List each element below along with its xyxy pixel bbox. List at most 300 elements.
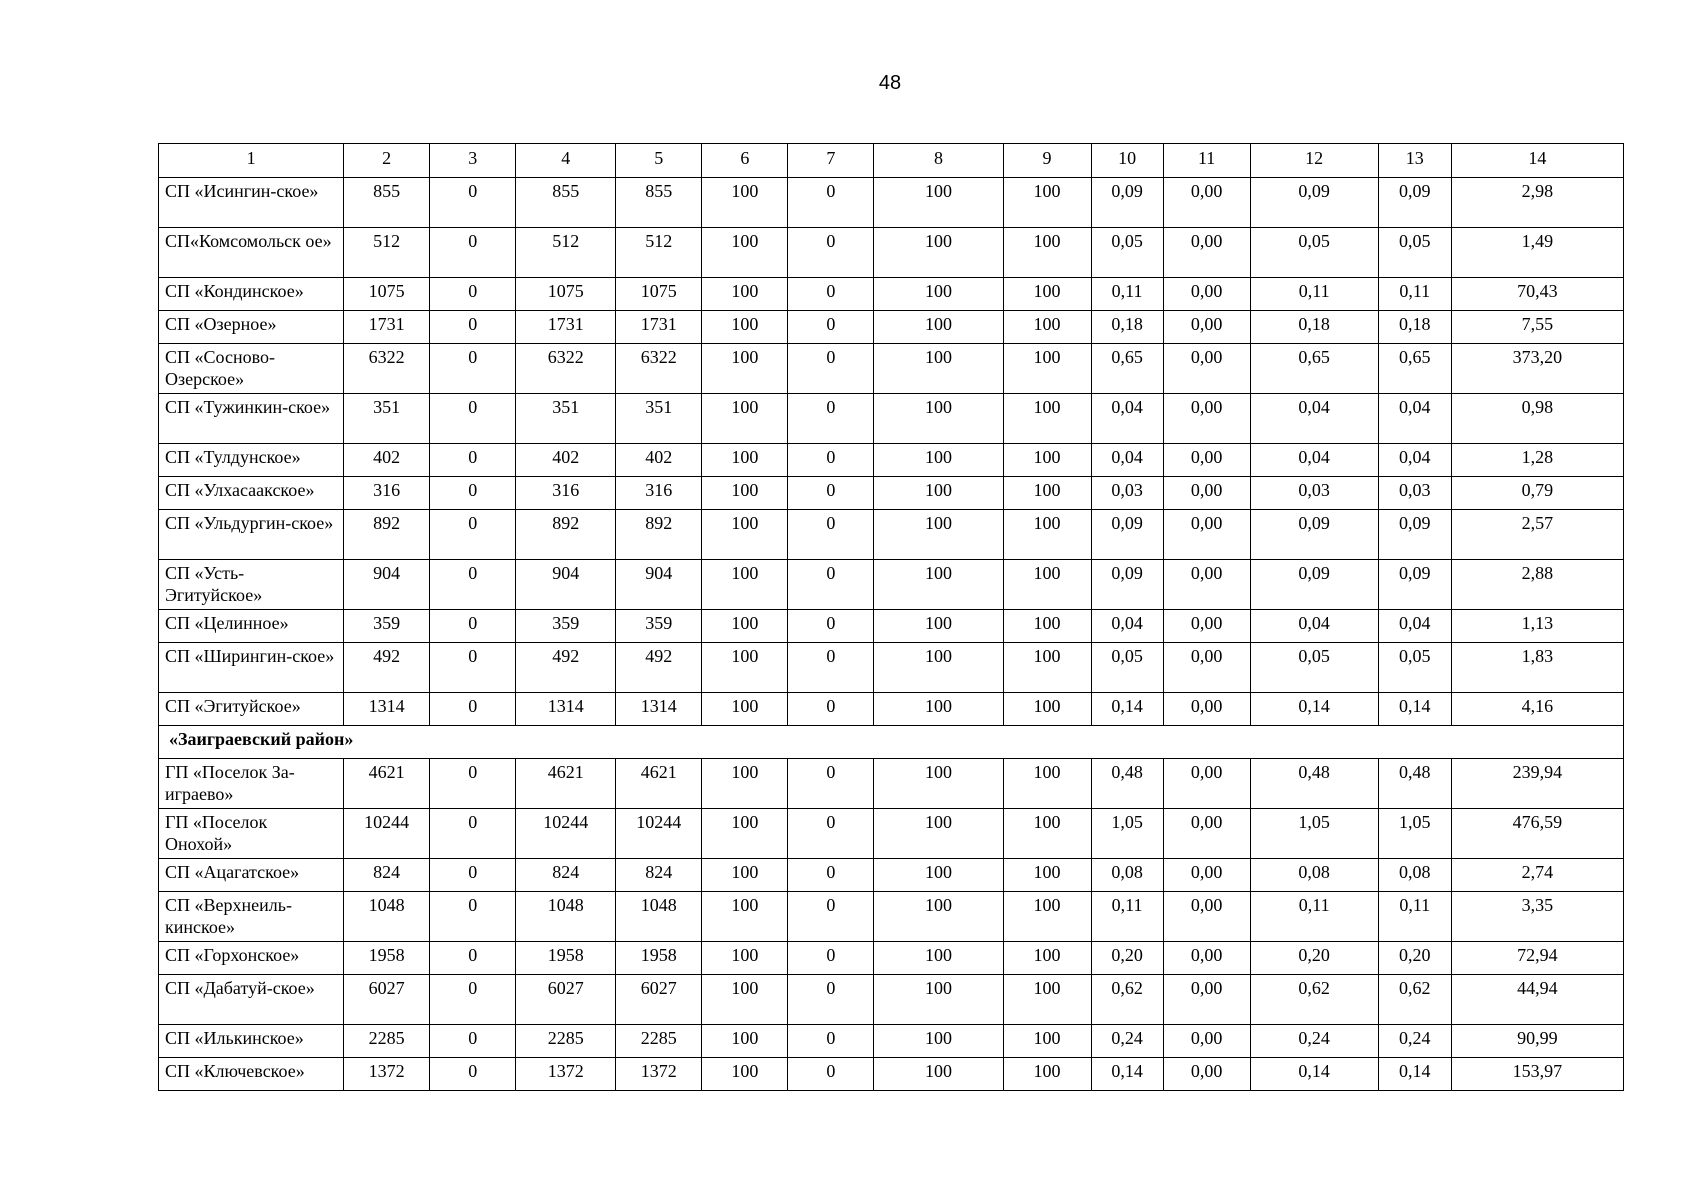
value-cell-col-7: 0 xyxy=(788,344,874,394)
value-cell-col-12: 0,24 xyxy=(1250,1025,1378,1058)
column-header-8: 8 xyxy=(874,144,1003,178)
value-cell-col-10: 0,14 xyxy=(1091,693,1163,726)
value-cell-col-2: 6027 xyxy=(344,975,430,1025)
value-cell-col-11: 0,00 xyxy=(1163,560,1250,610)
value-cell-col-13: 0,04 xyxy=(1378,444,1451,477)
value-cell-col-7: 0 xyxy=(788,444,874,477)
settlement-name-cell: СП «Илькинское» xyxy=(159,1025,344,1058)
value-cell-col-14: 153,97 xyxy=(1451,1058,1623,1091)
value-cell-col-11: 0,00 xyxy=(1163,610,1250,643)
value-cell-col-14: 1,49 xyxy=(1451,228,1623,278)
value-cell-col-8: 100 xyxy=(874,610,1003,643)
value-cell-col-9: 100 xyxy=(1003,759,1091,809)
value-cell-col-6: 100 xyxy=(702,278,788,311)
value-cell-col-2: 1075 xyxy=(344,278,430,311)
settlement-name-cell: СП «Горхонское» xyxy=(159,942,344,975)
column-header-5: 5 xyxy=(616,144,702,178)
value-cell-col-12: 0,11 xyxy=(1250,892,1378,942)
table-row xyxy=(159,510,1624,560)
table-row xyxy=(159,975,1624,1025)
value-cell-col-5: 1731 xyxy=(616,311,702,344)
value-cell-col-2: 10244 xyxy=(344,809,430,859)
value-cell-col-11: 0,00 xyxy=(1163,942,1250,975)
value-cell-col-9: 100 xyxy=(1003,510,1091,560)
value-cell-col-13: 0,05 xyxy=(1378,643,1451,693)
value-cell-col-13: 0,14 xyxy=(1378,1058,1451,1091)
value-cell-col-11: 0,00 xyxy=(1163,178,1250,228)
value-cell-col-2: 1372 xyxy=(344,1058,430,1091)
value-cell-col-10: 0,08 xyxy=(1091,859,1163,892)
value-cell-col-12: 0,65 xyxy=(1250,344,1378,394)
value-cell-col-2: 824 xyxy=(344,859,430,892)
value-cell-col-13: 0,09 xyxy=(1378,178,1451,228)
column-header-7: 7 xyxy=(788,144,874,178)
value-cell-col-10: 0,62 xyxy=(1091,975,1163,1025)
value-cell-col-5: 359 xyxy=(616,610,702,643)
value-cell-col-14: 2,74 xyxy=(1451,859,1623,892)
value-cell-col-10: 0,04 xyxy=(1091,610,1163,643)
value-cell-col-2: 904 xyxy=(344,560,430,610)
page-number: 48 xyxy=(878,72,902,94)
value-cell-col-13: 0,11 xyxy=(1378,892,1451,942)
value-cell-col-9: 100 xyxy=(1003,278,1091,311)
value-cell-col-9: 100 xyxy=(1003,311,1091,344)
value-cell-col-14: 239,94 xyxy=(1451,759,1623,809)
value-cell-col-10: 1,05 xyxy=(1091,809,1163,859)
value-cell-col-5: 824 xyxy=(616,859,702,892)
value-cell-col-8: 100 xyxy=(874,892,1003,942)
value-cell-col-9: 100 xyxy=(1003,1058,1091,1091)
value-cell-col-5: 512 xyxy=(616,228,702,278)
data-table xyxy=(158,143,1624,1091)
value-cell-col-8: 100 xyxy=(874,942,1003,975)
value-cell-col-10: 0,04 xyxy=(1091,444,1163,477)
value-cell-col-5: 402 xyxy=(616,444,702,477)
value-cell-col-4: 892 xyxy=(516,510,616,560)
column-header-1: 1 xyxy=(159,144,344,178)
value-cell-col-8: 100 xyxy=(874,643,1003,693)
table-row xyxy=(159,1025,1624,1058)
value-cell-col-2: 2285 xyxy=(344,1025,430,1058)
value-cell-col-4: 512 xyxy=(516,228,616,278)
value-cell-col-2: 892 xyxy=(344,510,430,560)
value-cell-col-11: 0,00 xyxy=(1163,278,1250,311)
value-cell-col-5: 1048 xyxy=(616,892,702,942)
value-cell-col-12: 0,20 xyxy=(1250,942,1378,975)
value-cell-col-7: 0 xyxy=(788,693,874,726)
value-cell-col-3: 0 xyxy=(430,892,516,942)
value-cell-col-13: 0,65 xyxy=(1378,344,1451,394)
value-cell-col-10: 0,11 xyxy=(1091,892,1163,942)
value-cell-col-12: 0,14 xyxy=(1250,693,1378,726)
settlement-name-cell: СП «Тулдунское» xyxy=(159,444,344,477)
value-cell-col-14: 2,57 xyxy=(1451,510,1623,560)
value-cell-col-10: 0,09 xyxy=(1091,560,1163,610)
value-cell-col-12: 0,09 xyxy=(1250,560,1378,610)
value-cell-col-7: 0 xyxy=(788,311,874,344)
table-row xyxy=(159,228,1624,278)
table-row xyxy=(159,311,1624,344)
table-row xyxy=(159,444,1624,477)
table-row xyxy=(159,759,1624,809)
value-cell-col-10: 0,48 xyxy=(1091,759,1163,809)
value-cell-col-11: 0,00 xyxy=(1163,759,1250,809)
value-cell-col-2: 492 xyxy=(344,643,430,693)
value-cell-col-2: 512 xyxy=(344,228,430,278)
value-cell-col-11: 0,00 xyxy=(1163,228,1250,278)
value-cell-col-3: 0 xyxy=(430,643,516,693)
value-cell-col-8: 100 xyxy=(874,228,1003,278)
table-row xyxy=(159,610,1624,643)
value-cell-col-4: 6322 xyxy=(516,344,616,394)
value-cell-col-11: 0,00 xyxy=(1163,510,1250,560)
value-cell-col-7: 0 xyxy=(788,859,874,892)
value-cell-col-7: 0 xyxy=(788,477,874,510)
value-cell-col-4: 1958 xyxy=(516,942,616,975)
value-cell-col-13: 0,04 xyxy=(1378,394,1451,444)
value-cell-col-8: 100 xyxy=(874,859,1003,892)
value-cell-col-13: 0,09 xyxy=(1378,510,1451,560)
value-cell-col-14: 1,83 xyxy=(1451,643,1623,693)
column-header-12: 12 xyxy=(1250,144,1378,178)
column-header-6: 6 xyxy=(702,144,788,178)
column-header-13: 13 xyxy=(1378,144,1451,178)
value-cell-col-10: 0,11 xyxy=(1091,278,1163,311)
value-cell-col-7: 0 xyxy=(788,278,874,311)
column-header-4: 4 xyxy=(516,144,616,178)
value-cell-col-6: 100 xyxy=(702,394,788,444)
value-cell-col-6: 100 xyxy=(702,1058,788,1091)
value-cell-col-2: 4621 xyxy=(344,759,430,809)
value-cell-col-3: 0 xyxy=(430,477,516,510)
value-cell-col-2: 1048 xyxy=(344,892,430,942)
value-cell-col-6: 100 xyxy=(702,344,788,394)
value-cell-col-12: 0,04 xyxy=(1250,394,1378,444)
value-cell-col-14: 44,94 xyxy=(1451,975,1623,1025)
value-cell-col-7: 0 xyxy=(788,510,874,560)
value-cell-col-4: 351 xyxy=(516,394,616,444)
value-cell-col-10: 0,05 xyxy=(1091,643,1163,693)
value-cell-col-7: 0 xyxy=(788,1058,874,1091)
value-cell-col-2: 351 xyxy=(344,394,430,444)
value-cell-col-12: 0,08 xyxy=(1250,859,1378,892)
value-cell-col-10: 0,03 xyxy=(1091,477,1163,510)
value-cell-col-2: 855 xyxy=(344,178,430,228)
value-cell-col-13: 0,18 xyxy=(1378,311,1451,344)
value-cell-col-12: 0,05 xyxy=(1250,228,1378,278)
value-cell-col-5: 1372 xyxy=(616,1058,702,1091)
settlement-name-cell: СП «Эгитуйское» xyxy=(159,693,344,726)
table-row xyxy=(159,859,1624,892)
value-cell-col-6: 100 xyxy=(702,975,788,1025)
value-cell-col-5: 316 xyxy=(616,477,702,510)
settlement-name-cell: СП «Ширингин-ское» xyxy=(159,643,344,693)
table-row xyxy=(159,560,1624,610)
settlement-name-cell: ГП «Поселок За-играево» xyxy=(159,759,344,809)
value-cell-col-10: 0,09 xyxy=(1091,510,1163,560)
value-cell-col-7: 0 xyxy=(788,1025,874,1058)
settlement-name-cell: СП «Тужинкин-ское» xyxy=(159,394,344,444)
value-cell-col-13: 0,03 xyxy=(1378,477,1451,510)
value-cell-col-8: 100 xyxy=(874,975,1003,1025)
value-cell-col-8: 100 xyxy=(874,311,1003,344)
value-cell-col-4: 492 xyxy=(516,643,616,693)
value-cell-col-12: 1,05 xyxy=(1250,809,1378,859)
value-cell-col-10: 0,65 xyxy=(1091,344,1163,394)
value-cell-col-4: 6027 xyxy=(516,975,616,1025)
value-cell-col-14: 72,94 xyxy=(1451,942,1623,975)
value-cell-col-5: 6027 xyxy=(616,975,702,1025)
value-cell-col-5: 492 xyxy=(616,643,702,693)
column-header-3: 3 xyxy=(430,144,516,178)
value-cell-col-9: 100 xyxy=(1003,178,1091,228)
value-cell-col-3: 0 xyxy=(430,394,516,444)
value-cell-col-4: 1731 xyxy=(516,311,616,344)
value-cell-col-7: 0 xyxy=(788,394,874,444)
value-cell-col-6: 100 xyxy=(702,693,788,726)
value-cell-col-9: 100 xyxy=(1003,809,1091,859)
value-cell-col-10: 0,20 xyxy=(1091,942,1163,975)
value-cell-col-12: 0,18 xyxy=(1250,311,1378,344)
value-cell-col-8: 100 xyxy=(874,510,1003,560)
value-cell-col-8: 100 xyxy=(874,693,1003,726)
value-cell-col-3: 0 xyxy=(430,278,516,311)
column-header-9: 9 xyxy=(1003,144,1091,178)
value-cell-col-7: 0 xyxy=(788,759,874,809)
value-cell-col-12: 0,48 xyxy=(1250,759,1378,809)
value-cell-col-4: 359 xyxy=(516,610,616,643)
value-cell-col-2: 1958 xyxy=(344,942,430,975)
value-cell-col-4: 10244 xyxy=(516,809,616,859)
value-cell-col-8: 100 xyxy=(874,809,1003,859)
value-cell-col-7: 0 xyxy=(788,610,874,643)
table-row xyxy=(159,178,1624,228)
value-cell-col-14: 70,43 xyxy=(1451,278,1623,311)
value-cell-col-10: 0,05 xyxy=(1091,228,1163,278)
value-cell-col-5: 892 xyxy=(616,510,702,560)
value-cell-col-7: 0 xyxy=(788,560,874,610)
value-cell-col-6: 100 xyxy=(702,178,788,228)
value-cell-col-11: 0,00 xyxy=(1163,311,1250,344)
value-cell-col-8: 100 xyxy=(874,344,1003,394)
value-cell-col-12: 0,09 xyxy=(1250,178,1378,228)
value-cell-col-6: 100 xyxy=(702,643,788,693)
value-cell-col-4: 855 xyxy=(516,178,616,228)
settlement-name-cell: СП «Дабатуй-ское» xyxy=(159,975,344,1025)
table-row xyxy=(159,344,1624,394)
column-header-14: 14 xyxy=(1451,144,1623,178)
value-cell-col-8: 100 xyxy=(874,1058,1003,1091)
value-cell-col-6: 100 xyxy=(702,942,788,975)
value-cell-col-11: 0,00 xyxy=(1163,809,1250,859)
value-cell-col-14: 3,35 xyxy=(1451,892,1623,942)
table-row xyxy=(159,278,1624,311)
value-cell-col-7: 0 xyxy=(788,228,874,278)
table-row xyxy=(159,394,1624,444)
value-cell-col-11: 0,00 xyxy=(1163,344,1250,394)
value-cell-col-3: 0 xyxy=(430,1025,516,1058)
value-cell-col-13: 0,09 xyxy=(1378,560,1451,610)
value-cell-col-14: 4,16 xyxy=(1451,693,1623,726)
value-cell-col-14: 373,20 xyxy=(1451,344,1623,394)
value-cell-col-3: 0 xyxy=(430,560,516,610)
value-cell-col-8: 100 xyxy=(874,1025,1003,1058)
value-cell-col-8: 100 xyxy=(874,560,1003,610)
value-cell-col-11: 0,00 xyxy=(1163,444,1250,477)
value-cell-col-6: 100 xyxy=(702,228,788,278)
value-cell-col-4: 1075 xyxy=(516,278,616,311)
value-cell-col-8: 100 xyxy=(874,394,1003,444)
value-cell-col-11: 0,00 xyxy=(1163,1058,1250,1091)
value-cell-col-14: 0,98 xyxy=(1451,394,1623,444)
value-cell-col-9: 100 xyxy=(1003,975,1091,1025)
settlement-name-cell: СП «Ульдургин-ское» xyxy=(159,510,344,560)
value-cell-col-7: 0 xyxy=(788,975,874,1025)
settlement-name-cell: СП «Кондинское» xyxy=(159,278,344,311)
column-header-10: 10 xyxy=(1091,144,1163,178)
table-row xyxy=(159,693,1624,726)
settlement-name-cell: СП «Исингин-ское» xyxy=(159,178,344,228)
value-cell-col-12: 0,04 xyxy=(1250,610,1378,643)
settlement-name-cell: СП «Верхнеиль-кинское» xyxy=(159,892,344,942)
value-cell-col-6: 100 xyxy=(702,1025,788,1058)
value-cell-col-6: 100 xyxy=(702,477,788,510)
value-cell-col-13: 0,62 xyxy=(1378,975,1451,1025)
value-cell-col-4: 824 xyxy=(516,859,616,892)
value-cell-col-14: 7,55 xyxy=(1451,311,1623,344)
value-cell-col-9: 100 xyxy=(1003,228,1091,278)
column-header-2: 2 xyxy=(344,144,430,178)
value-cell-col-2: 402 xyxy=(344,444,430,477)
value-cell-col-9: 100 xyxy=(1003,394,1091,444)
value-cell-col-6: 100 xyxy=(702,759,788,809)
value-cell-col-2: 1731 xyxy=(344,311,430,344)
table-body xyxy=(159,178,1624,1091)
value-cell-col-3: 0 xyxy=(430,859,516,892)
value-cell-col-5: 1075 xyxy=(616,278,702,311)
value-cell-col-3: 0 xyxy=(430,510,516,560)
value-cell-col-10: 0,04 xyxy=(1091,394,1163,444)
value-cell-col-6: 100 xyxy=(702,892,788,942)
value-cell-col-6: 100 xyxy=(702,311,788,344)
value-cell-col-12: 0,04 xyxy=(1250,444,1378,477)
value-cell-col-10: 0,14 xyxy=(1091,1058,1163,1091)
settlement-name-cell: СП «Усть-Эгитуйское» xyxy=(159,560,344,610)
settlement-name-cell: СП «Озерное» xyxy=(159,311,344,344)
settlement-name-cell: СП «Сосново-Озерское» xyxy=(159,344,344,394)
value-cell-col-13: 0,20 xyxy=(1378,942,1451,975)
value-cell-col-3: 0 xyxy=(430,942,516,975)
value-cell-col-6: 100 xyxy=(702,510,788,560)
value-cell-col-3: 0 xyxy=(430,344,516,394)
value-cell-col-9: 100 xyxy=(1003,1025,1091,1058)
value-cell-col-14: 1,28 xyxy=(1451,444,1623,477)
value-cell-col-5: 855 xyxy=(616,178,702,228)
value-cell-col-13: 0,11 xyxy=(1378,278,1451,311)
value-cell-col-8: 100 xyxy=(874,444,1003,477)
value-cell-col-11: 0,00 xyxy=(1163,477,1250,510)
settlement-name-cell: СП «Ключевское» xyxy=(159,1058,344,1091)
settlement-name-cell: ГП «Поселок Онохой» xyxy=(159,809,344,859)
value-cell-col-5: 351 xyxy=(616,394,702,444)
value-cell-col-9: 100 xyxy=(1003,942,1091,975)
table-row xyxy=(159,1058,1624,1091)
settlement-name-cell: СП«Комсомольск ое» xyxy=(159,228,344,278)
value-cell-col-2: 6322 xyxy=(344,344,430,394)
value-cell-col-2: 1314 xyxy=(344,693,430,726)
value-cell-col-12: 0,03 xyxy=(1250,477,1378,510)
value-cell-col-13: 0,08 xyxy=(1378,859,1451,892)
value-cell-col-9: 100 xyxy=(1003,892,1091,942)
value-cell-col-14: 0,79 xyxy=(1451,477,1623,510)
value-cell-col-7: 0 xyxy=(788,178,874,228)
value-cell-col-11: 0,00 xyxy=(1163,693,1250,726)
value-cell-col-4: 316 xyxy=(516,477,616,510)
value-cell-col-11: 0,00 xyxy=(1163,643,1250,693)
settlement-name-cell: СП «Улхасаакское» xyxy=(159,477,344,510)
value-cell-col-8: 100 xyxy=(874,759,1003,809)
value-cell-col-5: 10244 xyxy=(616,809,702,859)
value-cell-col-14: 2,98 xyxy=(1451,178,1623,228)
value-cell-col-11: 0,00 xyxy=(1163,892,1250,942)
value-cell-col-4: 4621 xyxy=(516,759,616,809)
value-cell-col-12: 0,11 xyxy=(1250,278,1378,311)
value-cell-col-5: 6322 xyxy=(616,344,702,394)
value-cell-col-9: 100 xyxy=(1003,560,1091,610)
value-cell-col-5: 4621 xyxy=(616,759,702,809)
value-cell-col-3: 0 xyxy=(430,975,516,1025)
value-cell-col-4: 1314 xyxy=(516,693,616,726)
value-cell-col-3: 0 xyxy=(430,693,516,726)
value-cell-col-9: 100 xyxy=(1003,444,1091,477)
value-cell-col-8: 100 xyxy=(874,477,1003,510)
value-cell-col-9: 100 xyxy=(1003,859,1091,892)
table-row xyxy=(159,942,1624,975)
value-cell-col-4: 2285 xyxy=(516,1025,616,1058)
value-cell-col-3: 0 xyxy=(430,759,516,809)
table-row xyxy=(159,477,1624,510)
value-cell-col-5: 2285 xyxy=(616,1025,702,1058)
value-cell-col-12: 0,09 xyxy=(1250,510,1378,560)
value-cell-col-13: 0,48 xyxy=(1378,759,1451,809)
value-cell-col-13: 0,14 xyxy=(1378,693,1451,726)
value-cell-col-11: 0,00 xyxy=(1163,975,1250,1025)
value-cell-col-14: 1,13 xyxy=(1451,610,1623,643)
table-row xyxy=(159,892,1624,942)
value-cell-col-10: 0,09 xyxy=(1091,178,1163,228)
value-cell-col-6: 100 xyxy=(702,859,788,892)
value-cell-col-3: 0 xyxy=(430,178,516,228)
value-cell-col-13: 0,04 xyxy=(1378,610,1451,643)
settlement-name-cell: СП «Ацагатское» xyxy=(159,859,344,892)
value-cell-col-10: 0,18 xyxy=(1091,311,1163,344)
value-cell-col-3: 0 xyxy=(430,809,516,859)
value-cell-col-10: 0,24 xyxy=(1091,1025,1163,1058)
value-cell-col-12: 0,62 xyxy=(1250,975,1378,1025)
value-cell-col-14: 90,99 xyxy=(1451,1025,1623,1058)
value-cell-col-7: 0 xyxy=(788,942,874,975)
value-cell-col-13: 0,24 xyxy=(1378,1025,1451,1058)
value-cell-col-9: 100 xyxy=(1003,693,1091,726)
value-cell-col-13: 0,05 xyxy=(1378,228,1451,278)
value-cell-col-5: 1958 xyxy=(616,942,702,975)
value-cell-col-3: 0 xyxy=(430,1058,516,1091)
value-cell-col-9: 100 xyxy=(1003,344,1091,394)
value-cell-col-9: 100 xyxy=(1003,610,1091,643)
value-cell-col-3: 0 xyxy=(430,610,516,643)
value-cell-col-5: 904 xyxy=(616,560,702,610)
value-cell-col-9: 100 xyxy=(1003,477,1091,510)
